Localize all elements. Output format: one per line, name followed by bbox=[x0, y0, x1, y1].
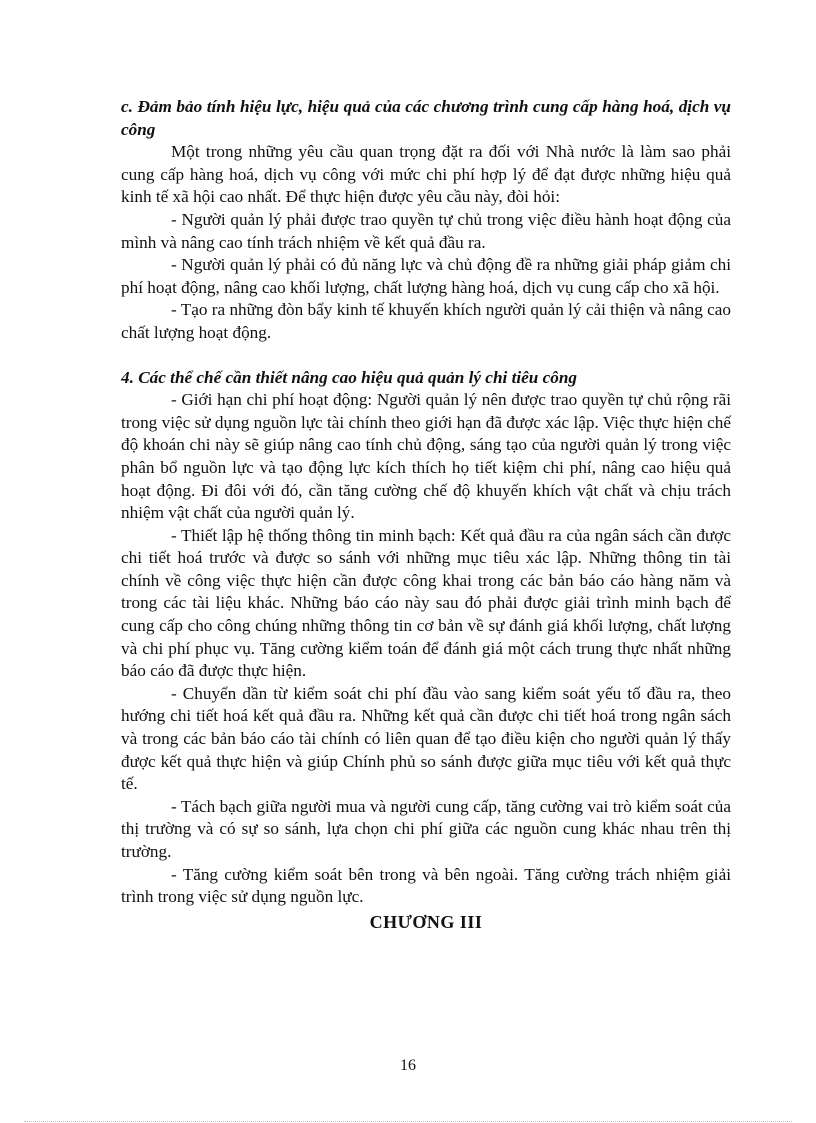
section-c-paragraph-3: - Người quản lý phải có đủ năng lực và chủ động đề ra những giải pháp giảm chi phí hoạt động, nâng cao khối lượng, chất lượng hàng hoá, dịch vụ cung cấp cho xã hội. bbox=[121, 255, 731, 297]
page-bottom-divider bbox=[24, 1121, 792, 1122]
section-4-paragraph-1: - Giới hạn chi phí hoạt động: Người quản lý nên được trao quyền tự chủ rộng rãi trong việc sử dụng nguồn lực tài chính theo giới hạn đã được xác lập. Việc thực hiện chế độ khoán chi này sẽ giúp nâng cao tính chủ động, sáng tạo của người quản lý trong việc phân bổ nguồn lực và tạo động lực kích thích họ tiết kiệm chi phí, nâng cao hiệu quả hoạt động. Đi đôi với đó, cần tăng cường chế độ khuyến khích vật chất và chịu trách nhiệm vật chất của người quản lý. bbox=[121, 390, 731, 523]
section-c-paragraph-2: - Người quản lý phải được trao quyền tự chủ trong việc điều hành hoạt động của mình và nâng cao tính trách nhiệm về kết quả đầu ra. bbox=[121, 209, 731, 252]
section-4-paragraph-2: - Thiết lập hệ thống thông tin minh bạch: Kết quả đầu ra của ngân sách cần được chi tiết hoá trước và được so sánh với những mục tiêu xác lập. Những thông tin tài chính về công việc thực hiện cần được công khai trong các bản báo cáo hàng năm và trong các tài liệu khác. Những báo cáo này sau đó phải được giải trình minh bạch để cung cấp cho công chúng những thông tin cơ bản về sự đánh giá khối lượng, chất lượng và chi phí phục vụ. Tăng cường kiểm toán để đánh giá một cách trung thực nhất những báo cáo đã được thực hiện. bbox=[121, 525, 731, 681]
document-body bbox=[121, 96, 731, 933]
section-c-paragraph-1: Một trong những yêu cầu quan trọng đặt ra đối với Nhà nước là làm sao phải cung cấp hàng hoá, dịch vụ công với mức chi phí hợp lý để đạt được những hiệu quả kinh tế xã hội cao nhất. Để thực hiện được yêu cầu này, đòi hỏi: bbox=[121, 142, 731, 207]
section-spacer bbox=[121, 345, 731, 367]
chapter-title: CHƯƠNG III bbox=[369, 911, 483, 932]
section-4-paragraph-4: - Tách bạch giữa người mua và người cung cấp, tăng cường vai trò kiểm soát của thị trường và có sự so sánh, lựa chọn chi phí giữa các nguồn cung khác nhau trên thị trường. bbox=[121, 796, 731, 861]
section-c-paragraph-4: - Tạo ra những đòn bẩy kinh tế khuyến khích người quản lý cải thiện và nâng cao chất lượng hoạt động. bbox=[121, 300, 731, 342]
section-4-paragraph-3: - Chuyển dần từ kiểm soát chi phí đầu vào sang kiểm soát yếu tố đầu ra, theo hướng chi tiết hoá kết quả đầu ra. Những kết quả cần được chi tiết hoá trong ngân sách và trong các bản báo cáo tài chính có liên quan để tạo điều kiện cho người quản lý thấy được kết quả thực hiện và giúp Chính phủ so sánh được giữa mục tiêu với kết quả thực tế. bbox=[121, 683, 731, 794]
page-number: 16 bbox=[400, 1057, 416, 1074]
section-4-paragraph-5: - Tăng cường kiểm soát bên trong và bên ngoài. Tăng cường trách nhiệm giải trình trong việc sử dụng nguồn lực. bbox=[121, 864, 731, 907]
section-4-heading: 4. Các thể chế cần thiết nâng cao hiệu quả quản lý chi tiêu công bbox=[121, 367, 577, 387]
section-c-heading: c. Đảm bảo tính hiệu lực, hiệu quả của các chương trình cung cấp hàng hoá, dịch vụ công bbox=[121, 97, 731, 139]
